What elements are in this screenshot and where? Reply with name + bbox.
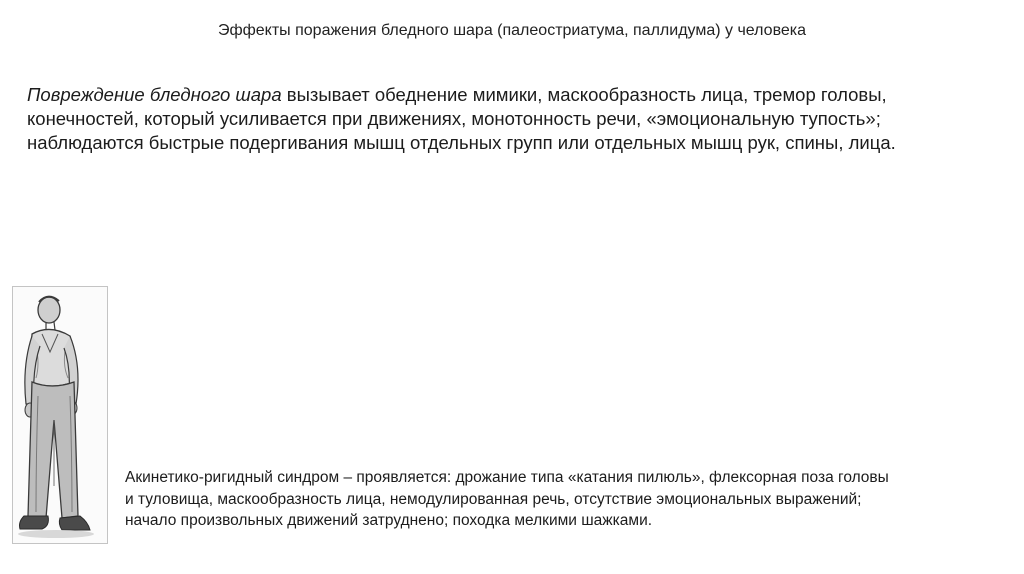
syndrome-paragraph [125,467,1015,532]
figure-left-shoe [20,516,49,529]
stooped-patient-figure-icon [12,286,108,544]
main-paragraph-line-2: конечностей, который усиливается при движениях, монотонность речи, «эмоциональную тупость»; [27,108,881,129]
main-paragraph-line-1-rest: вызывает обеднение мимики, маскообразность лица, тремор головы, [281,84,887,105]
figure-floor-shadow [18,530,94,538]
main-paragraph [27,83,977,155]
slide-title: Эффекты поражения бледного шара (палеостриатума, паллидума) у человека [217,22,807,39]
syndrome-paragraph-line-1: Акинетико-ригидный синдром – проявляется: дрожание типа «катания пилюль», флексорная поза головы [125,469,889,486]
main-paragraph-term: Повреждение бледного шара [27,84,282,105]
main-paragraph-line-3: наблюдаются быстрые подергивания мышц отдельных групп или отдельных мышц рук, спины, лица. [27,132,896,153]
main-paragraph-line-1 [27,83,977,107]
syndrome-paragraph-line-3: начало произвольных движений затруднено; походка мелкими шажками. [125,512,653,529]
syndrome-paragraph-line-2: и туловища, маскообразность лица, немодулированная речь, отсутствие эмоциональных выражений; [125,490,862,508]
